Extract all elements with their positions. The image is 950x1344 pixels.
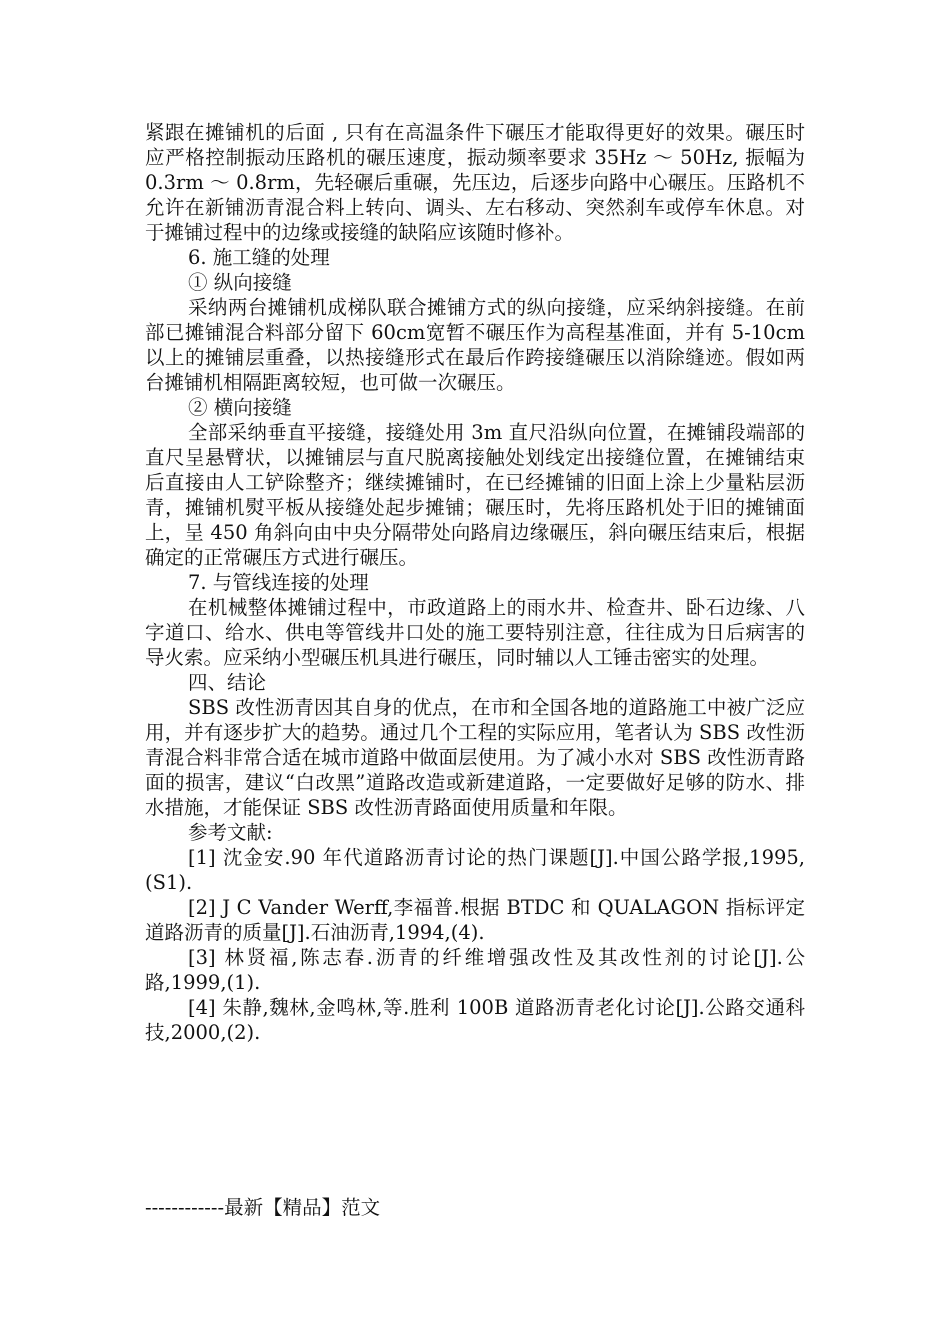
document-body — [145, 120, 805, 1045]
heading-construction-joints: 6. 施工缝的处理 — [188, 246, 330, 269]
reference-item-2: [2] J C Vander Werff,李福普.根据 BTDC 和 QUALAGON 指标评定道路沥青的质量[J].石油沥青,1994,(4). — [145, 896, 805, 944]
page-footer: ------------最新【精品】范文 — [145, 1196, 381, 1219]
subheading-longitudinal-joint: ① 纵向接缝 — [188, 271, 292, 294]
heading-pipeline-connection: 7. 与管线连接的处理 — [188, 571, 369, 594]
reference-item-1: [1] 沈金安.90 年代道路沥青讨论的热门课题[J].中国公路学报,1995,(S1). — [145, 846, 805, 894]
heading-references: 参考文献: — [188, 821, 273, 844]
paragraph-conclusion: SBS 改性沥青因其自身的优点，在市和全国各地的道路施工中被广泛应用，并有逐步扩大的趋势。通过几个工程的实际应用，笔者认为 SBS 改性沥青混合料非常合适在城市道路中做面层使用。为了减小水对 SBS 改性沥青路面的损害，建议“白改黑”道路改造或新建道路，一定要做好足够的防水、排水措施，才能保证 SBS 改性沥青路面使用质量和年限。 — [145, 696, 805, 819]
paragraph-pipeline-connection: 在机械整体摊铺过程中，市政道路上的雨水井、检查井、卧石边缘、八字道口、给水、供电等管线井口处的施工要特别注意，往往成为日后病害的导火索。应采纳小型碾压机具进行碾压，同时辅以人工锤击密实的处理。 — [145, 596, 805, 669]
paragraph-longitudinal-joint: 采纳两台摊铺机成梯队联合摊铺方式的纵向接缝，应采纳斜接缝。在前部已摊铺混合料部分留下 60cm宽暂不碾压作为高程基准面，并有 5-10cm以上的摊铺层重叠，以热接缝形式在最后作跨接缝碾压以消除缝迹。假如两台摊铺机相隔距离较短，也可做一次碾压。 — [145, 296, 805, 394]
heading-conclusion: 四、结论 — [188, 671, 267, 694]
reference-item-3: [3] 林贤福,陈志春.沥青的纤维增强改性及其改性剂的讨论[J].公路,1999,(1). — [145, 946, 805, 994]
reference-item-4: [4] 朱静,魏林,金鸣林,等.胜利 100B 道路沥青老化讨论[J].公路交通科技,2000,(2). — [145, 996, 805, 1044]
paragraph-rolling-continuation: 紧跟在摊铺机的后面 , 只有在高温条件下碾压才能取得更好的效果。碾压时应严格控制振动压路机的碾压速度，振动频率要求 35Hz ～ 50Hz, 振幅为 0.3rm ～ 0.8rm，先轻碾后重碾，先压边，后逐步向路中心碾压。压路机不允许在新铺沥青混合料上转向、调头、左右移动、突然刹车或停车休息。对于摊铺过程中的边缘或接缝的缺陷应该随时修补。 — [145, 121, 805, 244]
paragraph-transverse-joint: 全部采纳垂直平接缝，接缝处用 3m 直尺沿纵向位置，在摊铺段端部的直尺呈悬臂状，以摊铺层与直尺脱离接触处划线定出接缝位置，在摊铺结束后直接由人工铲除整齐；继续摊铺时，在已经摊铺的旧面上涂上少量粘层沥青，摊铺机熨平板从接缝处起步摊铺；碾压时，先将压路机处于旧的摊铺面上，呈 450 角斜向由中央分隔带处向路肩边缘碾压，斜向碾压结束后，根据确定的正常碾压方式进行碾压。 — [145, 421, 805, 569]
subheading-transverse-joint: ② 横向接缝 — [188, 396, 292, 419]
